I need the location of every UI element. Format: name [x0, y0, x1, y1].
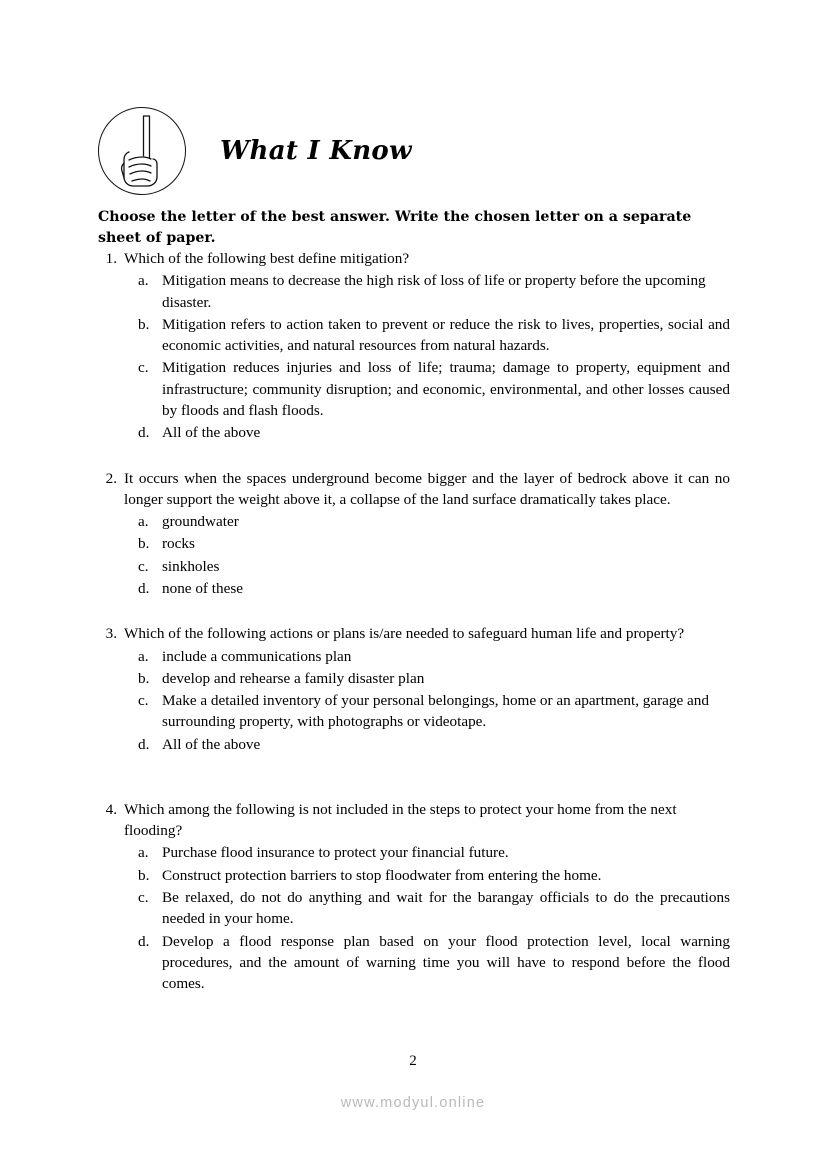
choice-text: groundwater: [162, 513, 239, 531]
choice-text: Mitigation means to decrease the high risk of loss of life or property before the upcoming disaster.: [162, 272, 706, 311]
instructions-text: Choose the letter of the best answer. Write the chosen letter on a separate sheet of paper.: [98, 209, 692, 247]
choice-text: develop and rehearse a family disaster plan: [162, 669, 425, 687]
choice-text: none of these: [162, 579, 243, 597]
choice-text: All of the above: [162, 424, 261, 442]
choice-text: Develop a flood response plan based on your flood protection level, local warning procedures, and the amount of warning time you will have to respond before the flood comes.: [162, 932, 730, 993]
choice-item[interactable]: [138, 734, 730, 755]
choice-letter: c.: [138, 557, 149, 575]
choice-item[interactable]: [138, 865, 730, 886]
choice-list: [138, 511, 730, 599]
choice-item[interactable]: [138, 931, 730, 995]
choice-list: [138, 270, 730, 443]
choice-text: Purchase flood insurance to protect your financial future.: [162, 844, 509, 862]
choice-item[interactable]: [138, 646, 730, 667]
question-item: [98, 623, 730, 755]
choice-text: Make a detailed inventory of your personal belongings, home or an apartment, garage and surrounding property, with photographs or videotape.: [162, 692, 709, 731]
choice-letter: a.: [138, 513, 149, 531]
choice-item[interactable]: [138, 422, 730, 443]
watermark: www.modyul.online: [340, 1095, 486, 1111]
choice-text: rocks: [162, 535, 195, 553]
choice-letter: d.: [138, 932, 150, 950]
choice-item[interactable]: [138, 842, 730, 863]
choice-letter: c.: [138, 359, 149, 377]
choice-letter: a.: [138, 272, 149, 290]
question-text: Which of the following actions or plans is/are needed to safeguard human life and property?: [124, 625, 685, 643]
choice-letter: b.: [138, 315, 150, 333]
choice-item[interactable]: [138, 887, 730, 930]
choice-text: All of the above: [162, 735, 261, 753]
choice-text: Mitigation refers to action taken to prevent or reduce the risk to lives, properties, social and economic activities, and natural resources from natural hazards.: [162, 315, 730, 355]
question-number: 1.: [105, 250, 117, 267]
choice-item[interactable]: [138, 270, 730, 313]
choice-list: [138, 646, 730, 755]
question-number: 2.: [105, 469, 117, 487]
choice-letter: b.: [138, 866, 150, 884]
choice-item[interactable]: [138, 314, 730, 357]
choice-letter: a.: [138, 844, 149, 862]
choice-item[interactable]: [138, 668, 730, 689]
choice-list: [138, 842, 730, 994]
choice-text: Construct protection barriers to stop floodwater from entering the home.: [162, 866, 602, 884]
choice-item[interactable]: [138, 556, 730, 577]
pencil-in-hand-icon: [98, 107, 186, 195]
page-number: 2: [409, 1053, 417, 1069]
page-title: What I Know: [220, 136, 412, 166]
question-number: 3.: [105, 625, 117, 643]
question-item: [98, 248, 730, 444]
choice-item[interactable]: [138, 533, 730, 554]
question-number: 4.: [105, 800, 117, 818]
choice-letter: d.: [138, 579, 150, 597]
choice-letter: b.: [138, 669, 150, 687]
choice-letter: b.: [138, 535, 150, 553]
choice-item[interactable]: [138, 578, 730, 599]
choice-text: include a communications plan: [162, 647, 352, 665]
choice-text: Mitigation reduces injuries and loss of life; trauma; damage to property, equipment and infrastructure; community disruption; and economic, environmental, and other losses caused by floods and flash floods.: [162, 359, 730, 419]
choice-letter: d.: [138, 735, 150, 753]
choice-text: Be relaxed, do not do anything and wait for the barangay officials to do the precautions needed in your home.: [162, 889, 730, 928]
question-text: Which of the following best define mitigation?: [124, 250, 410, 267]
question-text: It occurs when the spaces underground become bigger and the layer of bedrock above it can no longer support the weight above it, a collapse of the land surface dramatically takes place.: [124, 469, 730, 508]
choice-letter: d.: [138, 424, 150, 442]
question-item: [98, 468, 730, 600]
choice-letter: a.: [138, 647, 149, 665]
choice-text: sinkholes: [162, 557, 220, 575]
choice-item[interactable]: [138, 690, 730, 733]
section-header: [98, 96, 738, 206]
choice-item[interactable]: [138, 511, 730, 532]
question-item: [98, 799, 730, 995]
choice-item[interactable]: [138, 357, 730, 421]
question-list: [98, 248, 730, 1008]
choice-letter: c.: [138, 692, 149, 710]
question-text: Which among the following is not included in the steps to protect your home from the next flooding?: [124, 800, 677, 840]
choice-letter: c.: [138, 889, 149, 907]
